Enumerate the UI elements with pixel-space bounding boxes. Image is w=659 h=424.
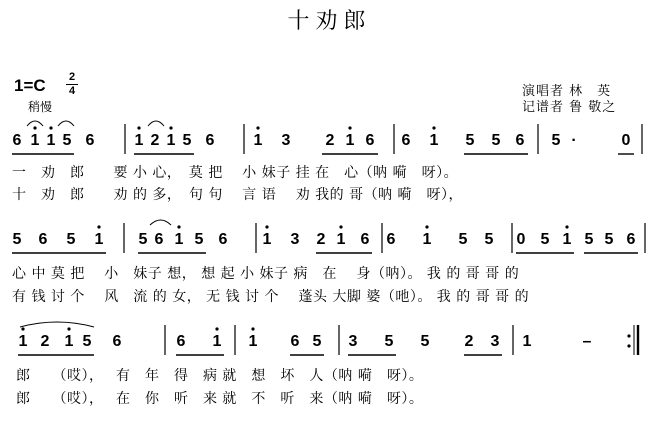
note: 5 [604, 231, 614, 248]
note: 1 [345, 132, 355, 149]
note: 5 [138, 231, 148, 248]
notator-name: 鲁 敬之 [569, 100, 617, 115]
high-octave-dot [265, 225, 268, 228]
high-octave-dot [21, 327, 24, 330]
note: 0 [621, 132, 631, 149]
note: 5 [491, 132, 501, 149]
note: 5 [420, 333, 430, 350]
slur [150, 220, 171, 225]
note: 3 [290, 231, 300, 248]
note: 6 [401, 132, 411, 149]
high-octave-dot [565, 225, 568, 228]
note: 5 [540, 231, 550, 248]
key-signature: 1=C [14, 76, 46, 95]
note: 5 [465, 132, 475, 149]
note: 5 [551, 132, 561, 149]
system3-verse2: 郎 （哎）， 在 你 听 来 就 不 听 来（呐 嗬 呀）。 [16, 391, 424, 407]
meter-bottom: 4 [68, 85, 76, 97]
note: 1 [46, 132, 56, 149]
note: 6 [386, 231, 396, 248]
note: 6 [626, 231, 636, 248]
note: 5 [12, 231, 22, 248]
high-octave-dot [137, 126, 140, 129]
high-octave-dot [339, 225, 342, 228]
note: 0 [516, 231, 526, 248]
note: 5 [584, 231, 594, 248]
note: 2 [464, 333, 474, 350]
note: 5 [458, 231, 468, 248]
note: 5 [484, 231, 494, 248]
note: · [571, 132, 577, 149]
note: 2 [325, 132, 335, 149]
note: 1 [562, 231, 572, 248]
note: 1 [30, 132, 40, 149]
high-octave-dot [215, 327, 218, 330]
high-octave-dot [97, 225, 100, 228]
note: 1 [18, 333, 28, 350]
music-system-1 [0, 132, 659, 154]
note: 6 [12, 132, 22, 149]
high-octave-dot [348, 126, 351, 129]
note: 6 [218, 231, 228, 248]
high-octave-dot [425, 225, 428, 228]
note: 2 [316, 231, 326, 248]
note: 6 [290, 333, 300, 350]
high-octave-dot [432, 126, 435, 129]
note: 6 [85, 132, 95, 149]
music-system-2 [0, 231, 659, 253]
note: 5 [384, 333, 394, 350]
note: 1 [522, 333, 532, 350]
note: 3 [281, 132, 291, 149]
note: 5 [66, 231, 76, 248]
note: 1 [134, 132, 144, 149]
system2-verse2: 有 钱 讨 个 风 流 的 女， 无 钱 讨 个 蓬头 大脚 婆（吔）。 我 的 哥 哥 的 [12, 289, 530, 305]
system2-verse1: 心 中 莫 把 小 妹子 想， 想 起 小 妹子 病 在 身（呐）。 我 的 哥 哥 的 [12, 266, 520, 282]
high-octave-dot [177, 225, 180, 228]
note: 6 [154, 231, 164, 248]
note: 6 [365, 132, 375, 149]
slur [58, 121, 74, 126]
note: 1 [64, 333, 74, 350]
song-title: 十劝郎 [287, 9, 372, 34]
system1-verse2: 十 劝 郎 劝 的 多， 句 句 言 语 劝 我的 哥（呐 嗬 呀）， [12, 187, 464, 203]
high-octave-dot [49, 126, 52, 129]
note: 1 [248, 333, 258, 350]
music-system-3 [0, 333, 659, 355]
system1-verse1: 一 劝 郎 要 小 心， 莫 把 小 妹子 挂 在 心（呐 嗬 呀）。 [12, 165, 459, 181]
singer-label: 演唱者 [522, 84, 565, 99]
note: 5 [194, 231, 204, 248]
note: 1 [174, 231, 184, 248]
note: 1 [212, 333, 222, 350]
note: – [582, 333, 592, 350]
note: 5 [82, 333, 92, 350]
note: 2 [40, 333, 50, 350]
system3-verse1: 郎 （哎）， 有 年 得 病 就 想 坏 人（呐 嗬 呀）。 [16, 368, 424, 384]
note: 1 [253, 132, 263, 149]
note: 5 [62, 132, 72, 149]
note: 1 [336, 231, 346, 248]
note: 1 [422, 231, 432, 248]
slur [20, 322, 94, 327]
note: 1 [166, 132, 176, 149]
note: 1 [262, 231, 272, 248]
note: 6 [515, 132, 525, 149]
high-octave-dot [67, 327, 70, 330]
note: 5 [182, 132, 192, 149]
high-octave-dot [256, 126, 259, 129]
note: 1 [429, 132, 439, 149]
note: 2 [150, 132, 160, 149]
note: 6 [38, 231, 48, 248]
singer-name: 林 英 [569, 84, 612, 99]
tempo-marking: 稍慢 [28, 100, 53, 114]
note: 6 [112, 333, 122, 350]
high-octave-dot [169, 126, 172, 129]
note: 6 [205, 132, 215, 149]
note: 5 [312, 333, 322, 350]
slur [27, 121, 43, 126]
note: 3 [490, 333, 500, 350]
note: 1 [94, 231, 104, 248]
high-octave-dot [251, 327, 254, 330]
note: 6 [360, 231, 370, 248]
slur [148, 121, 164, 126]
high-octave-dot [33, 126, 36, 129]
note: 3 [348, 333, 358, 350]
meter-top: 2 [68, 71, 76, 83]
note: 6 [176, 333, 186, 350]
notator-label: 记谱者 [522, 100, 565, 115]
